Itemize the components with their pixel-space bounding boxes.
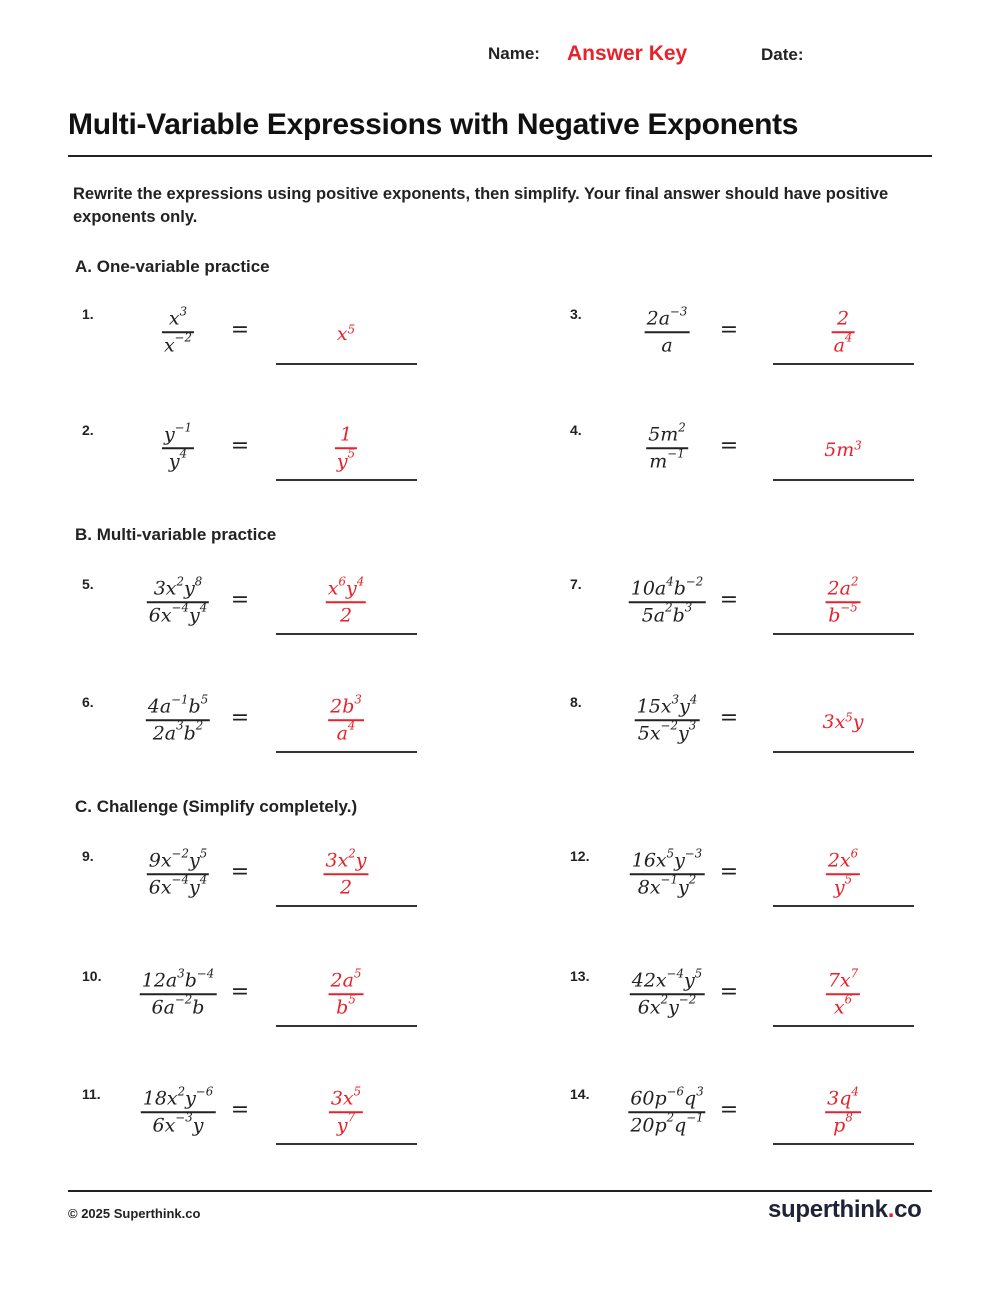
equals-sign: = — [719, 859, 739, 885]
date-label: Date: — [761, 45, 804, 64]
problem-expression-denominator: $6x^{-4}y^4$ — [148, 872, 208, 898]
footer-rule — [68, 1190, 932, 1192]
problem-number: 7. — [570, 576, 582, 592]
section-c-heading: C. Challenge (Simplify completely.) — [75, 797, 358, 816]
answer-line — [773, 1143, 914, 1145]
name-label: Name: — [488, 44, 540, 63]
problem-expression — [630, 845, 705, 900]
problem-number: 12. — [570, 848, 590, 864]
answer-expression-denominator: $y^5$ — [833, 872, 853, 898]
answer-expression-denominator: $a^4$ — [833, 330, 853, 356]
problem-expression — [635, 691, 700, 746]
problem-expression-denominator: $20p^2q^{-1}$ — [630, 1110, 704, 1136]
problem-expression — [646, 419, 688, 474]
answer-line — [276, 479, 417, 481]
problem-expression-numerator: $42x^{-4}y^5$ — [631, 965, 703, 992]
problem-expression — [645, 303, 690, 358]
problem-expression-numerator: $y^{-1}$ — [163, 419, 193, 446]
answer-expression-numerator: $3x^5$ — [330, 1083, 362, 1110]
equals-sign: = — [230, 859, 250, 885]
answer-expression-denominator: 2 — [339, 603, 353, 626]
equals-sign: = — [230, 1097, 250, 1123]
answer-line — [276, 363, 417, 365]
problem-expression-numerator: $10a^4b^{-2}$ — [630, 573, 704, 600]
problem-number: 9. — [82, 848, 94, 864]
problem-number: 2. — [82, 422, 94, 438]
problem-expression-denominator: $5a^2b^3$ — [641, 600, 693, 626]
problem-expression-numerator: $5m^2$ — [648, 419, 686, 446]
problem-expression — [629, 573, 706, 628]
equals-sign: = — [719, 705, 739, 731]
problem-expression-numerator: $18x^2y^{-6}$ — [142, 1083, 214, 1110]
equals-sign: = — [719, 1097, 739, 1123]
problem-expression — [162, 303, 194, 358]
problem-expression — [140, 965, 217, 1020]
answer-expression-numerator: $3q^4$ — [827, 1083, 859, 1110]
answer-expression — [832, 306, 855, 358]
problem-expression-denominator: $x^{-2}$ — [163, 330, 193, 356]
problem-expression-numerator: $9x^{-2}y^5$ — [148, 845, 208, 872]
answer-expression-numerator: $2a^5$ — [330, 965, 362, 992]
problem-expression — [147, 573, 209, 628]
problem-number: 11. — [82, 1086, 101, 1102]
answer-expression: $5m^3$ — [824, 438, 862, 461]
answer-line — [276, 1143, 417, 1145]
equals-sign: = — [719, 317, 739, 343]
problem-expression-denominator: $6x^2y^{-2}$ — [637, 992, 697, 1018]
title-rule — [68, 155, 932, 157]
answer-expression-denominator: 2 — [339, 875, 353, 898]
equals-sign: = — [230, 705, 250, 731]
problem-expression — [147, 845, 209, 900]
equals-sign: = — [230, 317, 250, 343]
answer-expression — [826, 573, 861, 628]
answer-expression-numerator: $2a^2$ — [827, 573, 859, 600]
problem-expression — [630, 965, 705, 1020]
equals-sign: = — [719, 587, 739, 613]
brand-tld: co — [894, 1196, 922, 1223]
problem-expression — [146, 691, 210, 746]
problem-expression-denominator: a — [661, 333, 673, 356]
problem-expression-numerator: $x^3$ — [168, 303, 188, 330]
answer-expression-denominator: $y^7$ — [336, 1110, 356, 1136]
answer-line — [773, 363, 914, 365]
answer-expression-numerator: $3x^2y$ — [325, 845, 367, 872]
answer-expression: $x^5$ — [336, 322, 356, 345]
answer-line — [773, 633, 914, 635]
problem-expression-denominator: $2a^3b^2$ — [152, 718, 204, 744]
equals-sign: = — [719, 433, 739, 459]
answer-line — [773, 479, 914, 481]
problem-expression-numerator: $15x^3y^4$ — [636, 691, 698, 718]
brand-dot: . — [887, 1196, 895, 1223]
answer-expression-numerator: $2x^6$ — [827, 845, 859, 872]
problem-number: 4. — [570, 422, 582, 438]
answer-expression — [826, 845, 860, 900]
answer-expression-denominator: $y^5$ — [336, 446, 356, 472]
answer-expression-numerator: 1 — [339, 423, 353, 446]
problem-expression-numerator: $16x^5y^{-3}$ — [631, 845, 703, 872]
problem-expression — [162, 419, 194, 474]
problem-expression-denominator: $8x^{-1}y^2$ — [637, 872, 697, 898]
instructions: Rewrite the expressions using positive exponents, then simplify. Your final answer should have positive exponents only. — [73, 185, 889, 226]
answer-line — [773, 1025, 914, 1027]
answer-line — [276, 751, 417, 753]
answer-expression — [328, 691, 364, 746]
problem-expression-denominator: $6x^{-3}y$ — [152, 1110, 204, 1136]
equals-sign: = — [230, 433, 250, 459]
problem-number: 10. — [82, 968, 102, 984]
problem-expression-numerator: $4a^{-1}b^5$ — [147, 691, 209, 718]
answer-line — [276, 905, 417, 907]
equals-sign: = — [719, 979, 739, 1005]
answer-expression-denominator: $x^6$ — [833, 992, 853, 1018]
problem-number: 14. — [570, 1086, 590, 1102]
answer-expression — [329, 965, 364, 1020]
problem-expression-denominator: $m^{-1}$ — [649, 446, 685, 472]
equals-sign: = — [230, 587, 250, 613]
answer-expression — [825, 1083, 861, 1138]
problem-expression — [628, 1083, 705, 1138]
problem-expression-numerator: $2a^{-3}$ — [646, 303, 688, 330]
answer-expression-denominator: $b^{-5}$ — [828, 600, 858, 626]
answer-expression-numerator: $7x^7$ — [827, 965, 859, 992]
name-value: Answer Key — [567, 42, 688, 65]
problem-expression — [141, 1083, 216, 1138]
problem-expression-denominator: $6x^{-4}y^4$ — [148, 600, 208, 626]
answer-line — [276, 633, 417, 635]
problem-expression-numerator: $12a^3b^{-4}$ — [141, 965, 215, 992]
problem-expression-numerator: $3x^2y^8$ — [153, 573, 203, 600]
page-title: Multi-Variable Expressions with Negative Exponents — [68, 108, 799, 141]
answer-expression — [326, 573, 366, 628]
answer-expression — [329, 1083, 363, 1138]
problem-expression-denominator: $6a^{-2}b$ — [151, 992, 205, 1018]
problem-expression-denominator: $y^4$ — [168, 446, 188, 472]
copyright: © 2025 Superthink.co — [68, 1206, 201, 1221]
problem-expression-denominator: $5x^{-2}y^3$ — [637, 718, 697, 744]
section-b-heading: B. Multi-variable practice — [75, 525, 277, 544]
answer-line — [276, 1025, 417, 1027]
answer-expression — [826, 965, 860, 1020]
answer-line — [773, 751, 914, 753]
answer-expression-denominator: $p^8$ — [833, 1110, 853, 1136]
answer-line — [773, 905, 914, 907]
answer-expression: $3x^5y$ — [822, 710, 864, 733]
answer-expression-numerator: $x^6y^4$ — [327, 573, 365, 600]
answer-expression-denominator: $b^5$ — [336, 992, 356, 1018]
section-a-heading: A. One-variable practice — [75, 257, 270, 276]
brand-name: superthink — [768, 1196, 888, 1223]
answer-expression — [323, 845, 368, 900]
problem-number: 13. — [570, 968, 590, 984]
answer-expression-numerator: $2b^3$ — [330, 691, 362, 718]
answer-expression — [335, 422, 357, 474]
problem-number: 5. — [82, 576, 94, 592]
problem-number: 3. — [570, 306, 582, 322]
problem-number: 8. — [570, 694, 582, 710]
problem-number: 1. — [82, 306, 94, 322]
brand-logo — [768, 1196, 921, 1224]
equals-sign: = — [230, 979, 250, 1005]
answer-expression-numerator: 2 — [836, 307, 850, 330]
problem-expression-numerator: $60p^{-6}q^3$ — [630, 1083, 704, 1110]
answer-expression-denominator: $a^4$ — [336, 718, 356, 744]
problem-number: 6. — [82, 694, 94, 710]
